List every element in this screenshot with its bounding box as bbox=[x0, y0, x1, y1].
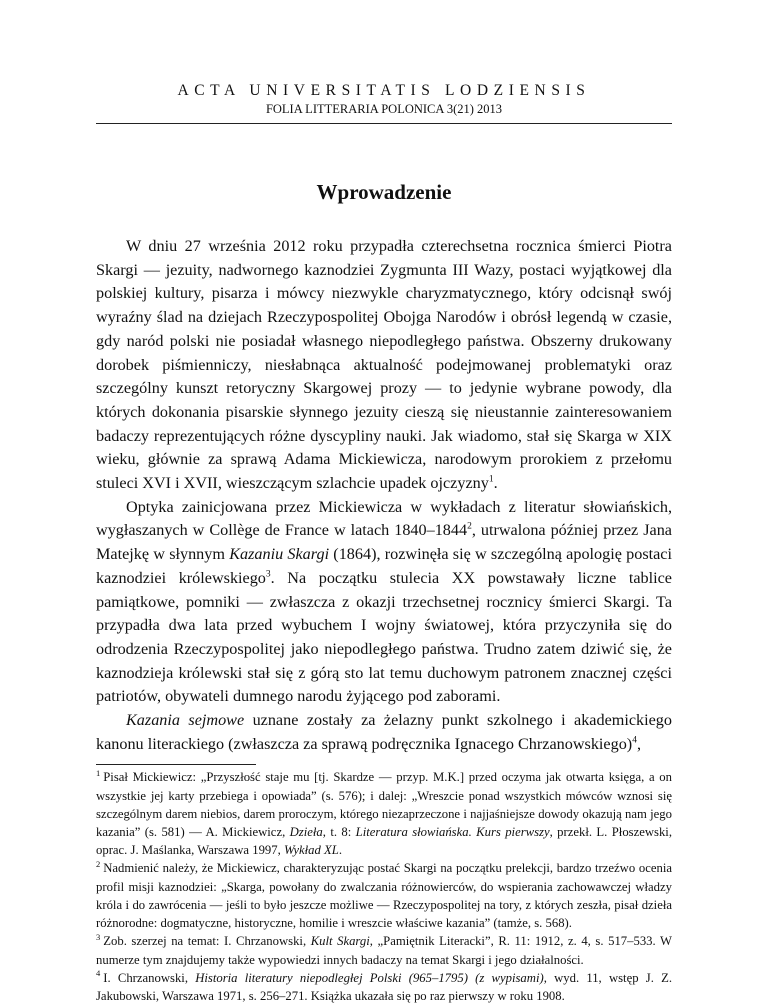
paragraph-1-text: W dniu 27 września 2012 roku przypadła czterechsetna rocznica śmierci Piotra Skargi — jezuity, nadwornego kaznodziei Zygmunta III Wazy, postaci wyjątkowej dla polskiej kultury, pisarza i mówcy niezwykle charyzmatycznego, który odcisnął swój wyraźny ślad na dziejach Rzeczypospolitej Obojga Narodów i obrósł legendą w czasie, gdy naród polski nie posiadał własnego niepodległego państwa. Obszerny drukowany dorobek piśmienniczy, niesłabnąca aktualność podejmowanej problematyki oraz szczególny kunszt retoryczny Skargowej prozy — to jedynie wybrane powody, dla których dokonania pisarskie słynnego jezuity cieszą się nieustannie zainteresowaniem badaczy reprezentujących różne dyscypliny nauki. Jak wiadomo, stał się Skarga w XIX wieku, głównie za sprawą Adama Mickiewicza, narodowym prorokiem z przełomu stuleci XVI i XVII, wieszczącym szlachcie upadek ojczyzny bbox=[96, 237, 672, 493]
header-rule bbox=[96, 123, 672, 124]
footnote-italic: Dzieła bbox=[289, 825, 323, 840]
footnote-text: , „Pamiętnik Literacki”, R. 11: 1912, z. 4, s. 517–533. W numerze tym znajdujemy także wypowiedzi innych badaczy na temat Skargi i jego działalności. bbox=[96, 934, 672, 967]
paragraph-3-end: , bbox=[636, 734, 641, 753]
paragraph-1-end: . bbox=[493, 474, 498, 493]
footnote-ref-3: 3 bbox=[265, 569, 271, 580]
document-page bbox=[96, 0, 672, 1005]
footnote-ref-2: 2 bbox=[467, 522, 472, 533]
footnote-number: 4 bbox=[96, 968, 101, 979]
footnote-1 bbox=[96, 768, 672, 859]
footnote-rule bbox=[96, 764, 256, 765]
paragraph-3 bbox=[96, 709, 672, 756]
footnote-ref-4: 4 bbox=[632, 735, 637, 746]
paragraph-2-text: Optyka zainicjowana przez Mickiewicza w wykładach z literatur słowiańskich, wygłaszanych w Collège de France w latach 1840–1844 bbox=[96, 497, 672, 540]
footnote-number: 3 bbox=[96, 932, 101, 943]
paragraph-3-text: uznane zostały za żelazny punkt szkolnego i akademickiego kanonu literackiego (zwłaszcza za sprawą podręcznika Ignacego Chrzanowskiego) bbox=[96, 711, 672, 753]
footnote-number: 1 bbox=[96, 768, 101, 779]
footnote-text: , t. 8: bbox=[322, 825, 356, 840]
article-body bbox=[96, 235, 672, 756]
article-title: Wprowadzenie bbox=[316, 180, 452, 204]
paragraph-2-text-c: (1864), rozwinęła się w szczególną apologię postaci kaznodziei królewskiego bbox=[96, 545, 672, 587]
footnote-4 bbox=[96, 969, 672, 1005]
footnote-italic: Kult Skargi bbox=[310, 934, 370, 949]
footnote-text: Nadmienić należy, że Mickiewicz, charakteryzując postać Skargi na początku prelekcji, bardzo trzeźwo ocenia profil misji kaznodziei: „Skarga, powołany do zwalczania różnowierców, do wspierania zachowawczej władzy króla i do zawrócenia — jeśli to było jeszcze możliwe — Rzeczypospolitej na tory, z których zeszła, pisał dzieła różnorodne: dogmatyczne, historyczne, homilie i wreszcie właściwe kazania” (tamże, s. 568). bbox=[96, 861, 672, 931]
work-title: Kazania sejmowe bbox=[126, 711, 245, 730]
paragraph-2-text-d: . Na początku stulecia XX powstawały liczne tablice pamiątkowe, pomniki — zwłaszcza z okazji trzechsetnej rocznicy śmierci Skargi. Ta przypadła dwa lata przed wybuchem I wojny światowej, która przyczyniła się do odrodzenia Rzeczypospolitej jako niepodległego państwa. Trudno zatem dziwić się, że kaznodzieja królewski stał się z górą sto lat temu duchowym patronem znacznej części patriotów, obywateli dumnego narodu żyjącego pod zaborami. bbox=[96, 568, 672, 706]
painting-title: Kazaniu Skargi bbox=[229, 545, 330, 564]
footnote-text: . bbox=[338, 843, 342, 858]
footnote-ref-1: 1 bbox=[488, 474, 494, 485]
footnote-italic: Wykład XL bbox=[283, 843, 339, 858]
footnote-3 bbox=[96, 932, 672, 968]
footnote-text: Zob. szerzej na temat: I. Chrzanowski, bbox=[103, 934, 311, 949]
footnote-italic: Literatura słowiańska. Kurs pierwszy bbox=[355, 825, 550, 840]
footnote-text: I. Chrzanowski, bbox=[103, 970, 196, 985]
footnote-2 bbox=[96, 859, 672, 932]
paragraph-2-text-b: , utrwalona później przez Jana Matejkę w słynnym bbox=[96, 521, 672, 564]
footnote-text: , przekł. L. Płoszewski, oprac. J. Maślanka, Warszawa 1997, bbox=[96, 825, 672, 858]
paragraph-1 bbox=[96, 235, 672, 496]
footnotes bbox=[96, 768, 672, 1005]
footnote-number: 2 bbox=[96, 859, 101, 870]
journal-title: ACTA UNIVERSITATIS LODZIENSIS bbox=[177, 82, 591, 99]
footnote-italic: Historia literatury niepodległej Polski (965–1795) (z wypisami) bbox=[195, 970, 544, 985]
footnote-text: Pisał Mickiewicz: „Przyszłość staje mu [tj. Skardze — przyp. M.K.] przed oczyma jak otwarta księga, a on wszystkie jej karty przebiega i opowiada” (s. 576); i dalej: „Wreszcie ponad wszystkich mówców wznosi się szczególnym darem niebios, darem proroczym, którego niezaprzeczone i najjaśniejsze dowody okazują nam jego kazania” (s. 581) — A. Mickiewicz, bbox=[96, 770, 672, 840]
journal-series: FOLIA LITTERARIA POLONICA 3(21) 2013 bbox=[265, 102, 503, 116]
paragraph-2 bbox=[96, 496, 672, 709]
footnote-text: , wyd. 11, wstęp J. Z. Jakubowski, Warszawa 1971, s. 256–271. Książka ukazała się po raz pierwszy w roku 1908. bbox=[96, 970, 673, 1003]
